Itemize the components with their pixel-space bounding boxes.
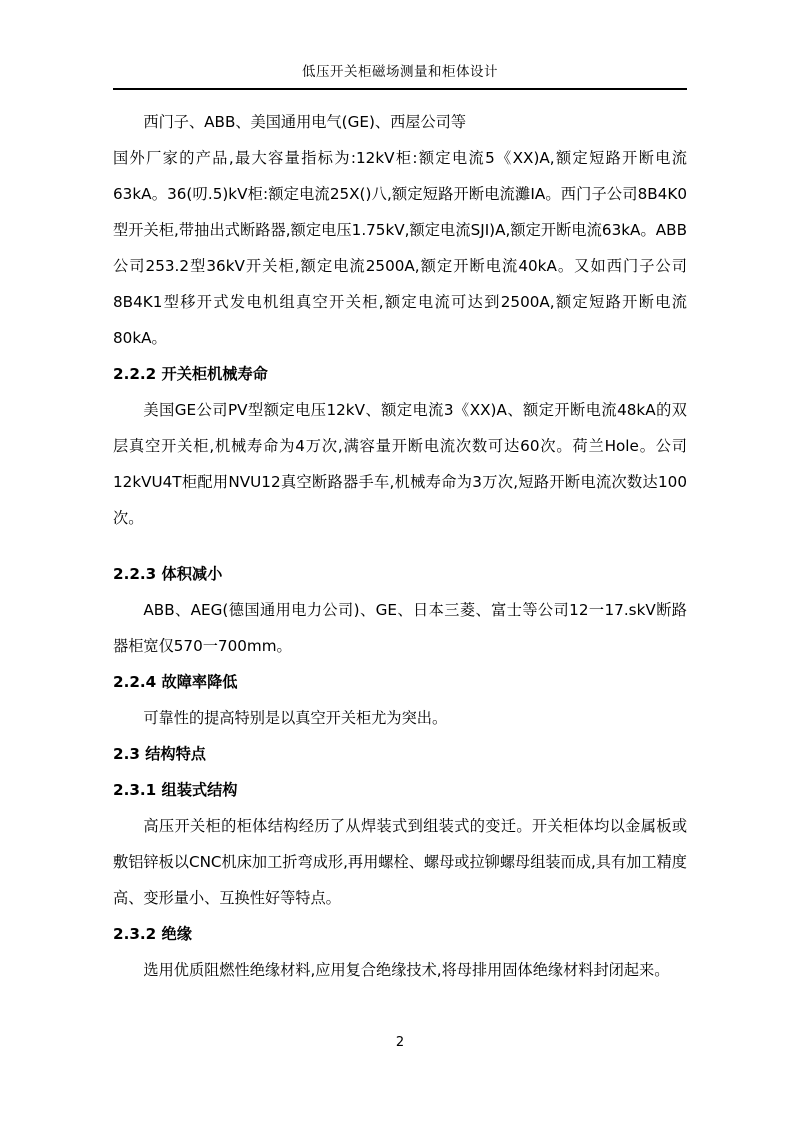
paragraph-intro-2: 国外厂家的产品,最大容量指标为:12kV柜:额定电流5《XX)A,额定短路开断电流63kA。36(叨.5)kV柜:额定电流25X()八,额定短路开断电流灘IA。西门子公司8B4K0型开关柜,带抽出式断路器,额定电压1.75kV,额定电流SJI)A,额定开断电流63kA。ABB公司253.2型36kV开关柜,额定电流2500A,额定开断电流40kA。又如西门子公司8B4K1型移开式发电机组真空开关柜,额定电流可达到2500A,额定短路开断电流80kA。 xyxy=(113,149,687,347)
paragraph-2-2-4: 可靠性的提高特别是以真空开关柜尤为突出。 xyxy=(143,709,448,727)
header-divider xyxy=(113,88,687,90)
page-content xyxy=(113,0,687,1132)
heading-2-3-1: 2.3.1 组装式结构 xyxy=(113,781,238,799)
paragraph-intro-1: 西门子、ABB、美国通用电气(GE)、西屋公司等 xyxy=(143,113,467,131)
paragraph-2-2-3: ABB、AEG(德国通用电力公司)、GE、日本三菱、富士等公司12一17.skV断路器柜宽仅570一700mm。 xyxy=(113,601,687,655)
spacer xyxy=(113,536,687,556)
page-number: 2 xyxy=(395,1035,405,1050)
heading-2-3: 2.3 结构特点 xyxy=(113,745,206,763)
paragraph-2-3-2: 选用优质阻燃性绝缘材料,应用复合绝缘技术,将母排用固体绝缘材料封闭起来。 xyxy=(143,961,670,979)
heading-2-2-2: 2.2.2 开关柜机械寿命 xyxy=(113,365,268,383)
heading-2-2-4: 2.2.4 故障率降低 xyxy=(113,673,238,691)
heading-2-3-2: 2.3.2 绝缘 xyxy=(113,925,192,943)
page-header-title: 低压开关柜磁场测量和柜体设计 xyxy=(302,64,498,80)
paragraph-2-2-2: 美国GE公司PV型额定电压12kV、额定电流3《XX)A、额定开断电流48kA的双层真空开关柜,机械寿命为4万次,满容量开断电流次数可达60次。荷兰Hole。公司12kVU4T柜配用NVU12真空断路器手车,机械寿命为3万次,短路开断电流次数达100次。 xyxy=(113,401,687,527)
document-body xyxy=(113,104,687,988)
heading-2-2-3: 2.2.3 体积减小 xyxy=(113,565,223,583)
paragraph-2-3-1: 高压开关柜的柜体结构经历了从焊装式到组装式的变迁。开关柜体均以金属板或敷铝锌板以CNC机床加工折弯成形,再用螺栓、螺母或拉铆螺母组装而成,具有加工精度高、变形量小、互换性好等特点。 xyxy=(113,817,687,907)
